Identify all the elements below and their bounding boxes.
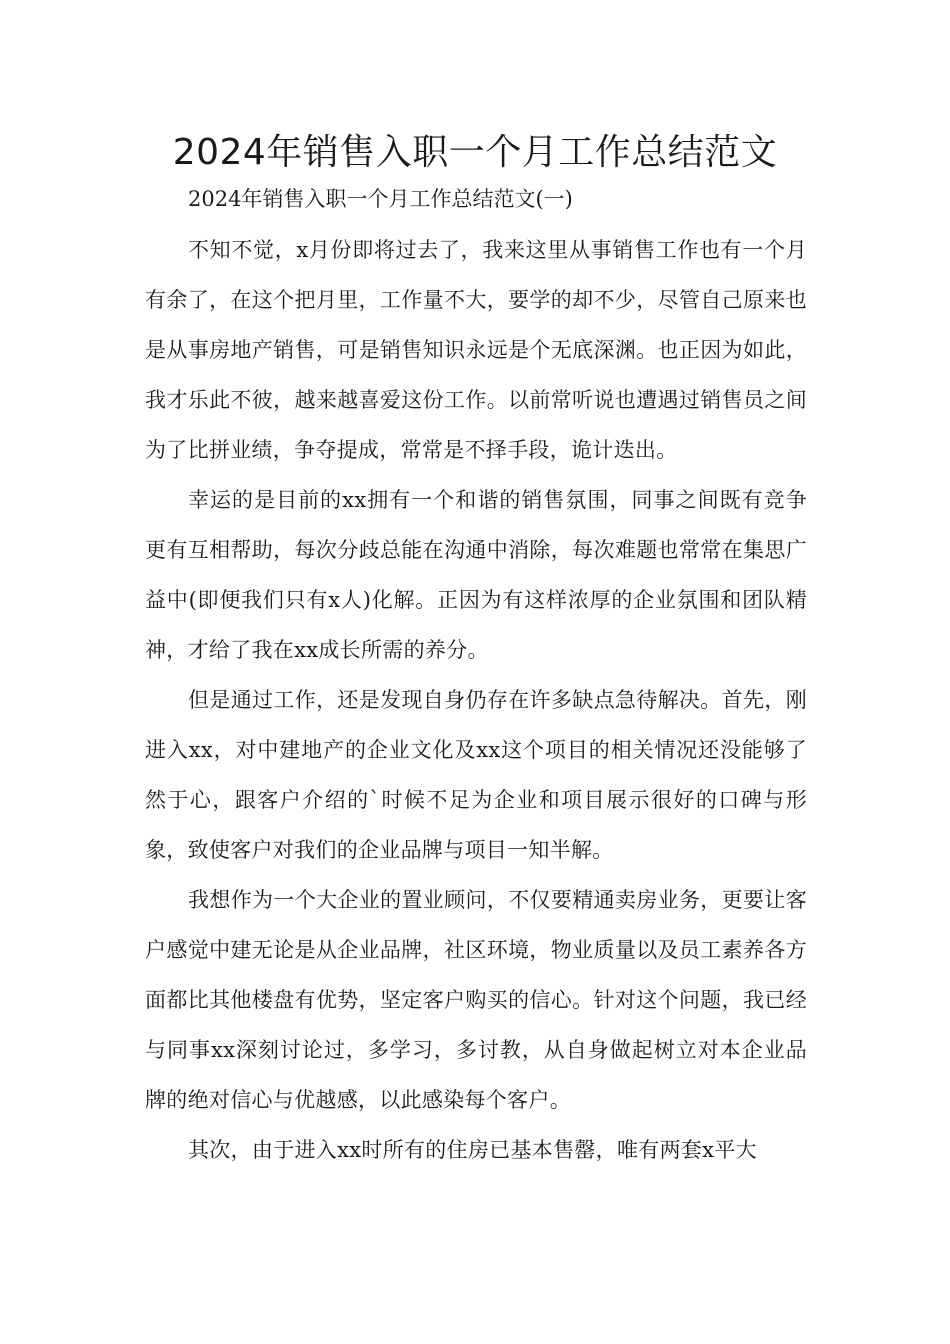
- document-subtitle: 2024年销售入职一个月工作总结范文(一): [188, 187, 573, 211]
- paragraph-3: 但是通过工作，还是发现自身仍存在许多缺点急待解决。首先，刚进入xx，对中建地产的企业文化及xx这个项目的相关情况还没能够了然于心，跟客户介绍的`时候不足为企业和项目展示很好的口碑与形象，致使客户对我们的企业品牌与项目一知半解。: [145, 688, 807, 862]
- document-body: [145, 225, 807, 1175]
- paragraph-4: 我想作为一个大企业的置业顾问，不仅要精通卖房业务，更要让客户感觉中建无论是从企业品牌，社区环境，物业质量以及员工素养各方面都比其他楼盘有优势，坚定客户购买的信心。针对这个问题，我已经与同事xx深刻讨论过，多学习，多讨教，从自身做起树立对本企业品牌的绝对信心与优越感，以此感染每个客户。: [145, 888, 807, 1112]
- paragraph-1: 不知不觉，x月份即将过去了，我来这里从事销售工作也有一个月有余了，在这个把月里，工作量不大，要学的却不少，尽管自己原来也是从事房地产销售，可是销售知识永远是个无底深渊。也正因为如此，我才乐此不彼，越来越喜爱这份工作。以前常听说也遭遇过销售员之间为了比拼业绩，争夺提成，常常是不择手段，诡计迭出。: [145, 238, 807, 462]
- document-title: 2024年销售入职一个月工作总结范文: [172, 132, 778, 173]
- paragraph-2: 幸运的是目前的xx拥有一个和谐的销售氛围，同事之间既有竞争更有互相帮助，每次分歧总能在沟通中消除，每次难题也常常在集思广益中(即便我们只有x人)化解。正因为有这样浓厚的企业氛围和团队精神，才给了我在xx成长所需的养分。: [145, 488, 807, 662]
- paragraph-5: 其次，由于进入xx时所有的住房已基本售罄，唯有两套x平大: [188, 1138, 757, 1162]
